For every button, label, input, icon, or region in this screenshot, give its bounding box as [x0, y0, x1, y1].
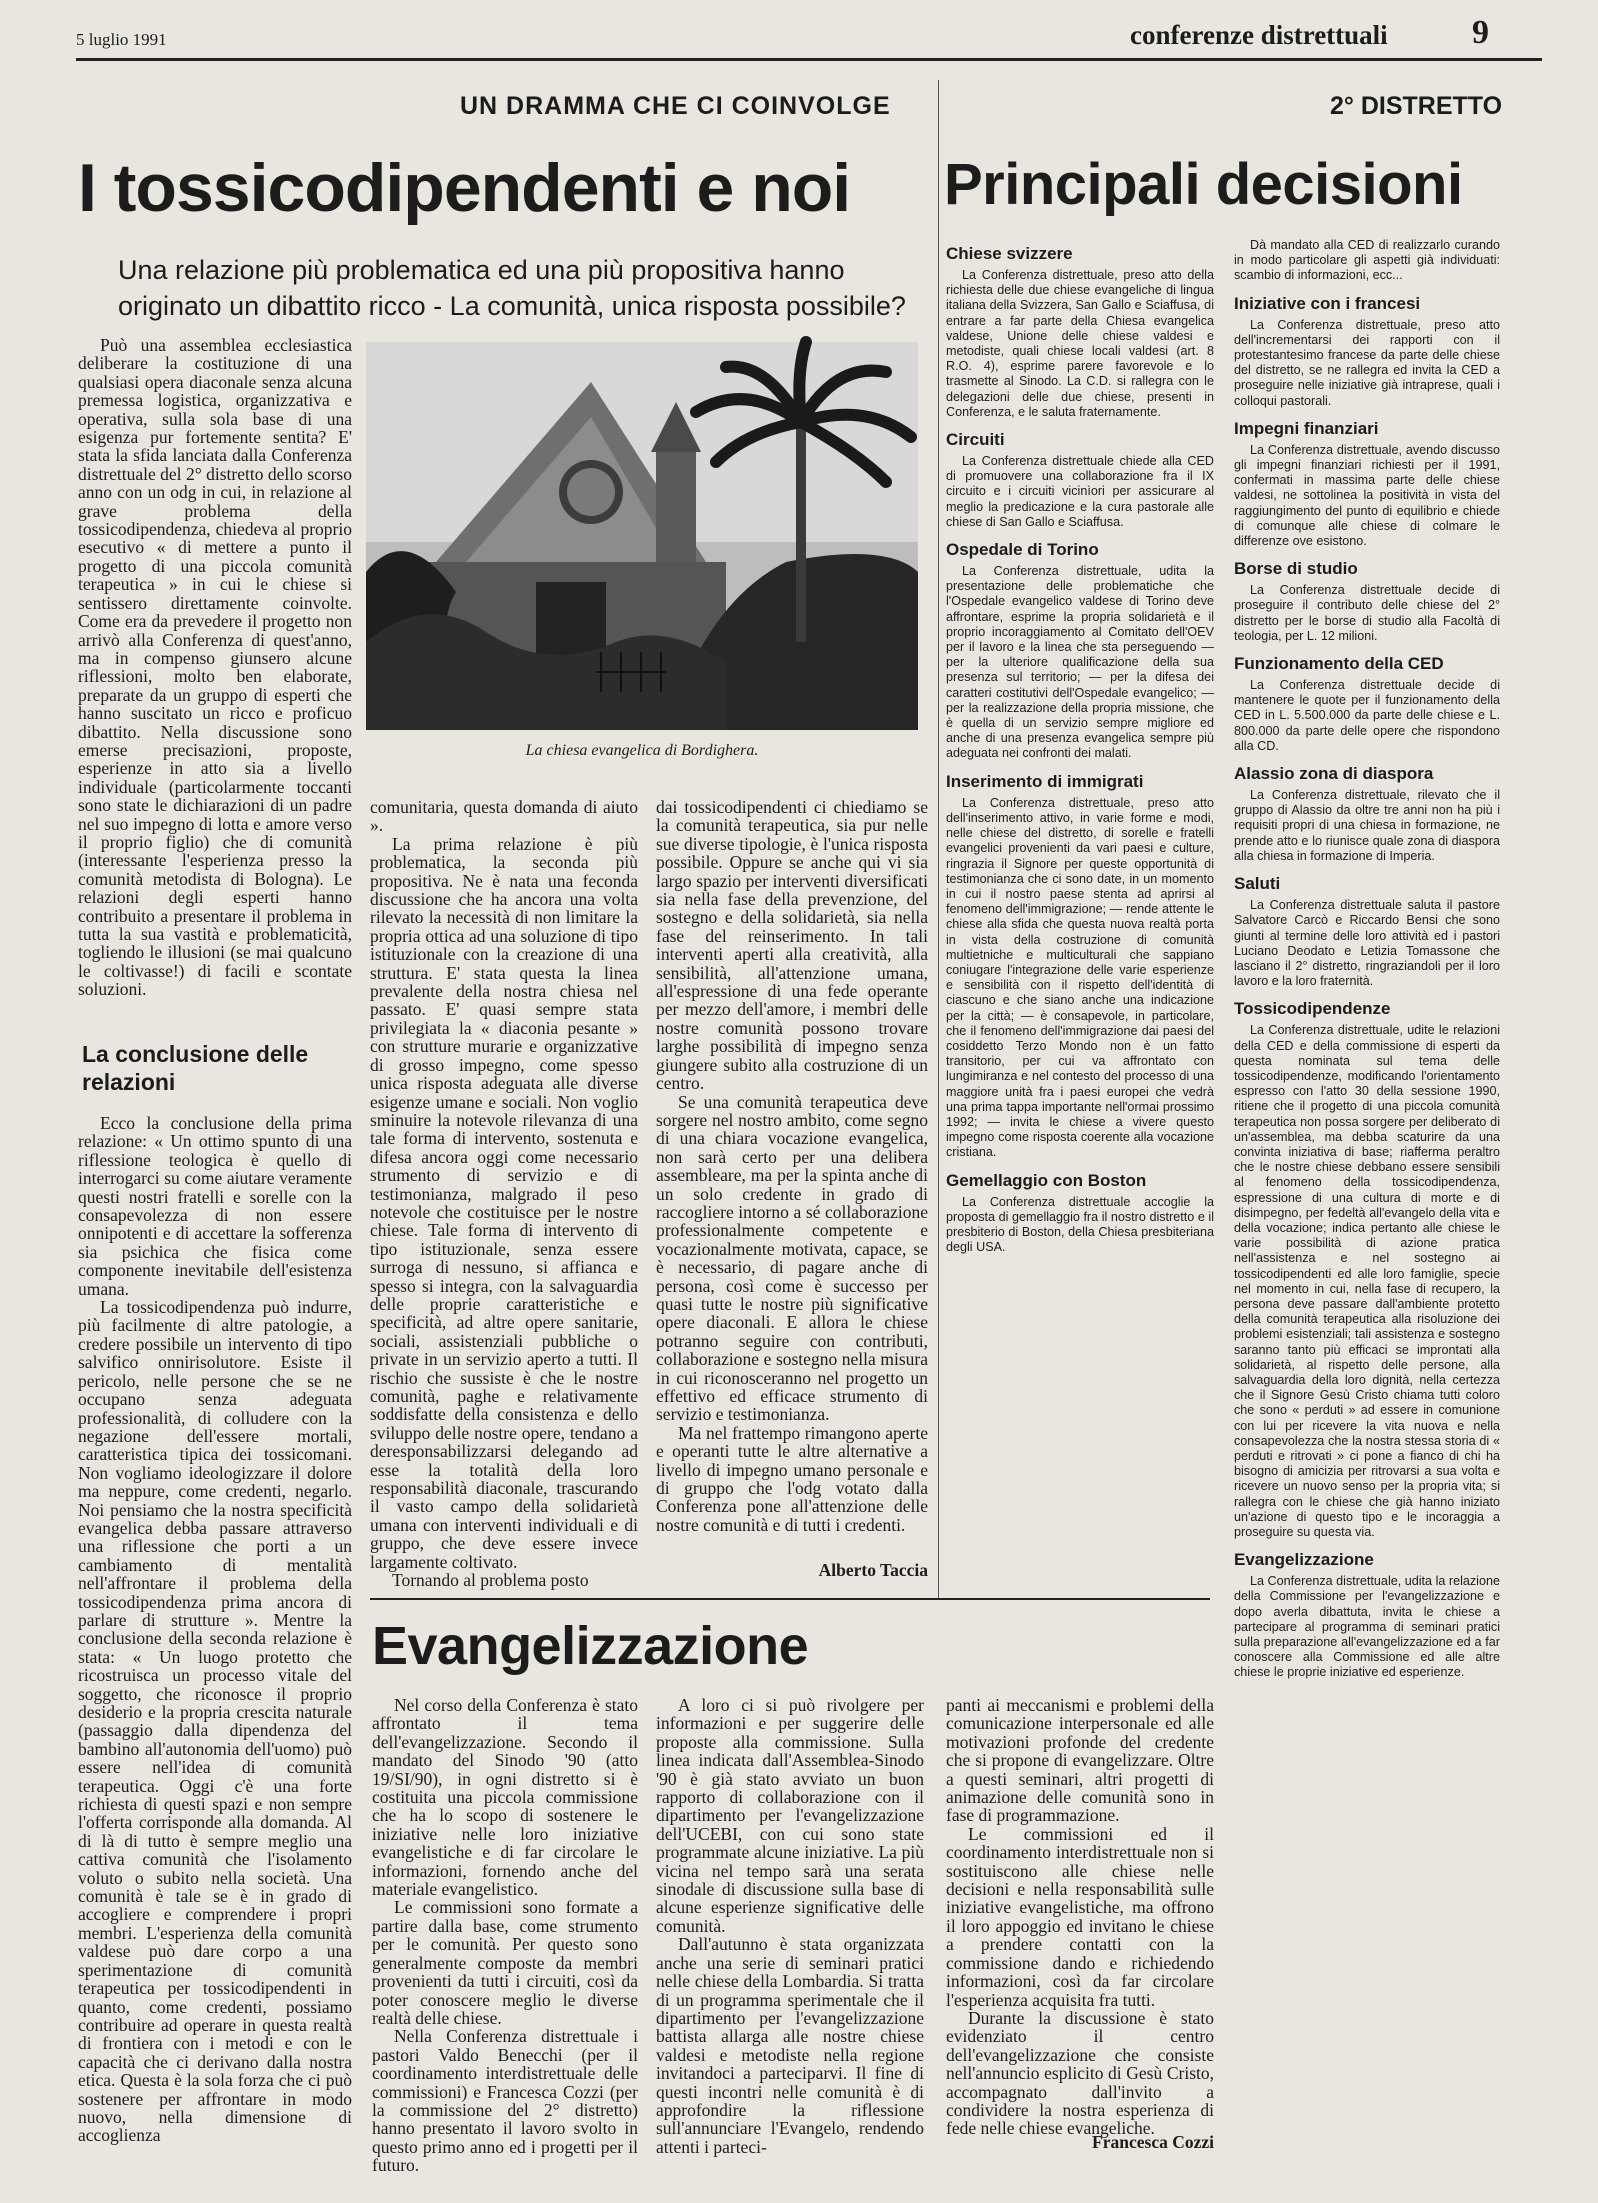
paragraph: Tornando al problema posto	[392, 1570, 589, 1591]
decision-text: La Conferenza distrettuale, udite le relazioni della CED e della commissione di esperti da questa nominata sul tema delle tossicodipendenze, modificando l'orientamento espresso con l'atto 30 della sessione 1990, ritiene che il progetto di una piccola comunità terapeutica non possa sorgere per deliberato di un'assemblea, ma debba scaturire da una convinta iniziativa di base; riafferma peraltro che le nostre chiese debbano essere sensibili al fenomeno della tossicodipendenza, espressione di una cultura di morte e di disimpegno, per fedeltà all'evangelo della vita e della vocazione; indica pertanto alle chiese le varie possibilità di azione pratica nell'assistenza e nel sostegno ai tossicodipendenti ed alle loro famiglie, specie nel momento in cui, nella fase di recupero, la persona deve passare dall'ambiente protetto della comunità terapeutica alla risoluzione dei problemi esistenziali; tali assistenza e sostegno saranno tanto più efficaci se improntati alla solidarietà, al rispetto delle persone, alla salvaguardia della loro dignità, nella certezza che il Signore Gesù Cristo chiama tutti coloro che sono « perduti » ad essere in comunione con lui per ricevere la vita nuova e nella consapevolezza che la nostra stessa storia di « perduti e ritrovati » ci pone a fianco di chi ha bisogno di amicizia per ritrovarsi a sua volta e ricevere un nuovo senso per la propria vita; si rallegra con le chiese che già hanno iniziato un'azione di questo tipo e le incoraggia a proseguire su questa via.	[1234, 1023, 1500, 1540]
article-col-3	[656, 798, 928, 1598]
masthead-rule	[76, 58, 1542, 61]
article-col-1b	[78, 1114, 352, 2156]
section-name: conferenze distrettuali	[1130, 20, 1388, 50]
paragraph: Dall'autunno è stata organizzata anche una serie di seminari pratici nelle chiese della Lombardia. Si tratta di un programma sperimentale che il dipartimento per l'evangelizzazione battista allarga alle nostre chiese valdesi e metodiste nella regione invitandoci a parteciparvi. Il fine di questi incontri nelle comunità è di approfondire la riflessione sull'annunciare l'Evangelo, rendendo attenti i parteci-	[656, 1934, 924, 2157]
decision-heading: Alassio zona di diaspora	[1234, 764, 1434, 784]
paragraph: Nella Conferenza distrettuale i pastori Valdo Benecchi (per il coordinamento interdistrettuale delle commissioni) e Francesca Cozzi (per la commissione del 2° distretto) hanno presentato il lavoro svolto in questo primo anno ed i progetti per il futuro.	[372, 2026, 638, 2176]
paragraph: Nel corso della Conferenza è stato affrontato il tema dell'evangelizzazione. Secondo il mandato del Sinodo '90 (atto 19/SI/90), in ogni distretto si è costituita una piccola commissione che ha lo scopo di sostenere le iniziative nelle loro iniziative evangelistiche e di far circolare le informazioni, fornendo anche del materiale evangelistico.	[372, 1695, 638, 1900]
decision-heading: Borse di studio	[1234, 559, 1358, 579]
decision-heading: Iniziative con i francesi	[1234, 293, 1421, 313]
district-label: 2° DISTRETTO	[1330, 92, 1503, 120]
paragraph: Le commissioni ed il coordinamento interdistrettuale non si sostituiscono alle chiese nelle decisioni e nella responsabilità sulle iniziative evangelistiche, ma offrono il loro appoggio ed invitano le chiese a prendere contatti con la commissione dando e richiedendo informazioni, così da far circolare l'esperienza acquisita fra tutti.	[946, 1823, 1214, 2010]
decisions-col-b	[1234, 238, 1500, 2126]
decision-text: La Conferenza distrettuale, avendo discusso gli impegni finanziari richiesti per il 1991, confermati in massima parte delle chiese valdesi, ne sottolinea la positività in vista del raggiungimento del punto di equilibrio e chiede di comunque alle chiese di colmare le differenze ove esistono.	[1234, 442, 1500, 549]
decision-text: Dà mandato alla CED di realizzarlo curando in modo particolare gli aspetti già individuati: scambio di informazioni, ecc...	[1234, 238, 1500, 283]
decision-text: La Conferenza distrettuale, preso atto dell'inserimento attivo, in varie forme e modi, nelle chiese del distretto, di sorelle e fratelli evangelici provenienti da vari paesi e culture, ringrazia il Signore per queste opportunità di testimonianza che ci sono date, in un momento in cui il nostro paese stenta ad aprirsi al fenomeno dell'immigrazione; — rende attente le chiese alla sfida che questa nuova realtà porta in vista della costruzione di comunità multietniche e multiculturali che sappiano coniugare l'integrazione delle varie esperienze e sensibilità con il rispetto dell'identità di ciascuno e che siano anche una indicazione per la città; — è consapevole, in particolare, che il fenomeno dell'immigrazione dai paesi del cosiddetto Terzo Mondo non è un fatto transitorio, per cui va affrontato con lungimiranza e nel contesto del processo di una maggiore unità fra i paesi europei che vedrà una prima tappa importante nell'ormai prossimo 1992; — invita le chiese a vivere questo impegno come risposta coerente alla vocazione cristiana.	[946, 795, 1214, 1160]
decision-heading: Gemellaggio con Boston	[946, 1170, 1147, 1190]
paragraph: comunitaria, questa domanda di aiuto ».	[370, 797, 638, 836]
decision-heading: Chiese svizzere	[946, 244, 1073, 263]
decision-text: La Conferenza distrettuale decide di proseguire il contributo delle chiese del 2° distretto per le borse di studio alla Facoltà di teologia, per L. 12 milioni.	[1234, 583, 1500, 643]
paragraph: panti ai meccanismi e problemi della comunicazione interpersonale ed alle motivazioni profonde del credente che si propone di evangelizzare. Oltre a questi seminari, altri progetti di animazione delle comunità sono in fase di programmazione.	[946, 1695, 1214, 1826]
decision-heading: Evangelizzazione	[1234, 1550, 1374, 1570]
issue-date: 5 luglio 1991	[76, 30, 167, 49]
paragraph: A loro ci si può rivolgere per informazioni e per suggerire delle proposte alla commissione. Sulla linea indicata dall'Assemblea-Sinodo '90 è già stato avviato un buon rapporto di collaborazione con il dipartimento per l'evangelizzazione dell'UCEBI, con cui sono state programmate alcune iniziative. La più vicina nel tempo sarà una serata sinodale di discussione sulla base di alcune esperienze significative delle comunità.	[656, 1695, 924, 1936]
decision-text: La Conferenza distrettuale, preso atto dell'incrementarsi dei rapporti con il protestantesimo francese da parte delle chiese del distretto, se ne rallegra ed invita la CED a proseguire nelle iniziative già intraprese, quali i colloqui pastorali.	[1234, 317, 1500, 408]
article-col-1	[78, 336, 352, 1026]
decision-heading: Tossicodipendenze	[1234, 999, 1391, 1019]
paragraph: Ecco la conclusione della prima relazione: « Un ottimo spunto di una riflessione teologica è quello di interrogarci su come aiutare veramente questi nostri fratelli e sorelle con la consapevolezza di non essere onnipotenti e di accettare la sofferenza sia psichica che fisica come componente inevitabile dell'esistenza umana.	[78, 1113, 352, 1299]
decision-text: La Conferenza distrettuale accoglie la proposta di gemellaggio fra il nostro distretto e il presbiterio di Boston, della Chiesa presbiteriana degli USA.	[946, 1194, 1214, 1255]
evangelization-col-3	[946, 1695, 1214, 2139]
church-photo	[366, 342, 918, 730]
decision-text: La Conferenza distrettuale saluta il pastore Salvatore Carcò e Riccardo Bensi che sono giunti al termine delle loro attività ed i pastori Luciano Deodato e Letizia Tomassone che lasciano il 2° distretto, ringraziandoli per il loro lavoro e la loro fraternità.	[1234, 898, 1500, 989]
article-col-2	[370, 798, 638, 1596]
photo-caption: La chiesa evangelica di Bordighera.	[525, 742, 759, 759]
decision-text: La Conferenza distrettuale decide di mantenere le quote per il funzionamento della CED in L. 5.500.000 da parte delle chiese e L. 800.000 da parte delle opere che rispondono alla CD.	[1234, 678, 1500, 753]
paragraph: Durante la discussione è stato evidenziato il centro dell'evangelizzazione che consiste nell'annuncio esplicito di Gesù Cristo, accompagnato dall'invito a condividere la nostra esperienza di fede nelle chiese evangeliche.	[946, 2007, 1214, 2139]
article-title: I tossicodipendenti e noi	[78, 150, 851, 226]
decision-text: La Conferenza distrettuale, rilevato che il gruppo di Alassio da oltre tre anni non ha più i requisiti propri di una chiesa in formazione, ne prende atto e lo riunisce quale zona di diaspora alla chiesa in formazione di Imperia.	[1234, 788, 1500, 863]
decision-heading: Funzionamento della CED	[1234, 654, 1444, 674]
evangelization-col-1	[372, 1695, 638, 2176]
kicker: UN DRAMMA CHE CI COINVOLGE	[460, 92, 891, 120]
decision-heading: Saluti	[1234, 874, 1281, 894]
paragraph: Le commissioni sono formate a partire dalla base, come strumento per le comunità. Per questo sono generalmente composte da membri provenienti da tutti i circuiti, così da poter conoscere meglio le diverse realtà delle chiese.	[372, 1897, 638, 2028]
page-number: 9	[1472, 14, 1489, 51]
decisions-title: Principali decisioni	[944, 152, 1463, 217]
decision-heading: Circuiti	[946, 430, 1005, 450]
section-heading: La conclusione delle relazioni	[82, 1041, 309, 1095]
paragraph: Se una comunità terapeutica deve sorgere nel nostro ambito, come segno di una chiara vocazione evangelica, non sarà certo per una delibera assembleare, ma per la spinta anche di un solo credente in grado di raccogliere intorno a sé collaborazione professionalmente competente e vocazionalmente motivata, capace, se è necessario, di pagare anche di persona, così come è successo per quasi tutte le nostre più significative opere diaconali. E allora le chiese potranno seguire con contributi, collaborazione e sostegno nella misura in cui riconosceranno nel progetto un effettivo ed efficace strumento di servizio e testimonianza.	[656, 1091, 928, 1425]
paragraph: La prima relazione è più problematica, la seconda più propositiva. Ne è nata una feconda discussione che ha ancora una volta rilevato la necessità di non limitare la propria ottica ad una soluzione di tipo istituzionale con la creazione di una struttura. E' stata questa la linea prevalente della nostra chiesa nel passato. E' quasi sempre stata privilegiata la « diaconia pesante » con strutture murarie e organizzative di grosso impegno, come spesso unica risposta adeguata alle diverse esigenze umane e sociali. Non voglio sminuire la notevole rilevanza di una tale forma di intervento, sostenuta e difesa ancora oggi come necessario strumento di servizio e di testimonianza, malgrado il peso notevole che costituisce per le nostre chiese. Tale forma di intervento di tipo istituzionale, senza essere surroga di nessuno, si affianca e spesso si integra, con la salvaguardia delle proprie caratteristiche e specificità, ad altre opere sanitarie, sociali, assistenziali pubbliche o private in un servizio aperto a tutti. Il rischio che sussiste è che le nostre comunità, paghe e relativamente soddisfatte della consistenza e dello sviluppo delle nostre opere, tendano a deresponsabilizzarsi delegando ad esse la totalità della loro responsabilità diaconale, trascurando il vasto campo della solidarietà umana con interventi individuali e di gruppo, che deve essere invece largamente coltivato.	[370, 833, 638, 1572]
paragraph: La tossicodipendenza può indurre, più facilmente di altre patologie, a credere possibile un intervento di tipo salvifico onnirisolutore. Esiste il pericolo, nelle persone che se ne occupano senza adeguata professionalità, di colludere con la negazione dell'essere mortali, caratteristica tipica dei tossicomani. Non vogliamo ideologizzare il dolore ma neppure, come credenti, negarlo. Noi pensiamo che la nostra specificità evangelica debba passare attraverso una riflessione che porti a un cambiamento di mentalità nell'affrontare il problema della tossicodipendenza prima ancora di parlare di strutture ». Mentre la conclusione della seconda relazione è stata: « Un luogo protetto che ricostruisca un processo vitale del soggetto, che riconosce il proprio desiderio e la propria crescita naturale (passaggio dalla dipendenza del bambino all'autonomia dell'uomo) può essere nell'idea di comunità terapeutica. Oggi c'è una forte richiesta di questi spazi e non sempre l'offerta corrisponde alla domanda. Al di là di tutto è sempre meglio una cattiva comunità che l'isolamento voluto o subito nella società. Una comunità è tale se è in grado di accogliere e comprendere i propri membri. L'esperienza della comunità valdese può dare corpo a una sperimentazione di comunità terapeutica per tossicodipendenti in quanto, come credenti, possiamo contribuire ad operare in questa realtà di frontiera con i metodi e con le capacità che ci derivano dalla nostra etica. Questa è la sola forza che ci può sostenere per affrontare in modo nuovo, nella dimensione di accoglienza	[78, 1297, 352, 2146]
bottom-article-rule	[370, 1598, 1210, 1600]
paragraph: dai tossicodipendenti ci chiediamo se la comunità terapeutica, sia pur nelle sue diverse tipologie, è l'unica risposta possibile. Oppure se anche qui vi sia largo spazio per interventi diversificati sia nella fase della prevenzione, del sostegno e della solidarietà, sia nella fase del reinserimento. In tali interventi aperti alla creatività, alla sensibilità, all'attenzione umana, all'espressione di una fede operante per mezzo dell'amore, i membri delle nostre comunità possono trovare larghe possibilità di impegno senza giungere subito alla costruzione di un centro.	[656, 797, 928, 1094]
decision-heading: Inserimento di immigrati	[946, 771, 1144, 791]
column-separator	[938, 80, 939, 1600]
author-signature: Alberto Taccia	[818, 1560, 928, 1580]
decision-text: La Conferenza distrettuale, udita la presentazione delle problematiche che l'Ospedale evangelico valdese di Torino deve affrontare, esprime la propria solidarietà e il proprio incoraggiamento al Comitato dell'OEV per il lavoro e la linea che sta perseguendo — per la ulteriore qualificazione della sua presenza sul territorio; — per la difesa dei caratteri costitutivi dell'Ospedale evangelico; — per la realizzazione della propria missione, che è quella di un servizio sempre migliore ed anche di una presenza evangelica sempre più adeguata nei confronti dei malati.	[946, 564, 1214, 761]
decision-text: La Conferenza distrettuale chiede alla CED di promuovere una collaborazione fra il IX circuito e i circuiti vicinìori per assicurare al meglio la predicazione e la cura pastorale alle chiese di San Gallo e Sciaffusa.	[946, 454, 1214, 529]
decision-text: La Conferenza distrettuale, udita la relazione della Commissione per l'evangelizzazione e dopo averla dibattuta, invita le chiese a partecipare al programma di seminari pratici sulla preparazione all'evangelizzazione ed a far conoscere alla Commissione ed alle altre chiese le proprie iniziative ed esperienze.	[1234, 1574, 1500, 1680]
evangelization-col-2	[656, 1696, 924, 2156]
paragraph: Può una assemblea ecclesiastica deliberare la costituzione di una qualsiasi opera diaconale senza alcuna premessa logistica, organizzativa e operativa, sulla sola base di una esigenza pur fortemente sentita? E' stata la sfida lanciata dalla Conferenza distrettuale del 2° distretto dello scorso anno con un odg in cui, in relazione al grave problema della tossicodipendenza, chiedeva al proprio esecutivo « di mettere a punto il progetto di una piccola comunità terapeutica » in cui le chiese si sentissero direttamente coinvolte. Come era da prevedere il progetto non arrivò alla Conferenza di quest'anno, ma in compenso giunsero alcune riflessioni, molto ben elaborate, preparate da un gruppo di esperti che hanno suscitato un ricco e proficuo dibattito. Nella discussione sono emerse precisazioni, proposte, esperienze in atto sia a livello individuale (particolarmente toccanti sono state le dichiarazioni di un padre nel suo impegno di lotta e amore verso il proprio figlio) che di comunità (interessante l'esperienza presso la comunità metodista di Bologna). Le relazioni degli esperti hanno contribuito a presentare il problema in tutta la sua vastità e problematicità, togliendo le illusioni (se mai qualcuno le coltivasse!) di facili e scontate soluzioni.	[78, 335, 352, 1000]
author-signature-2: Francesca Cozzi	[1092, 2132, 1214, 2152]
evangelization-title: Evangelizzazione	[372, 1616, 809, 1676]
article-subtitle: Una relazione più problematica ed una più propositiva hanno originato un dibattito ricco - La comunità, unica risposta possibile?	[118, 255, 906, 321]
paragraph: Ma nel frattempo rimangono aperte e operanti tutte le altre alternative a livello di impegno umano personale e di gruppo che l'odg votato dalla Conferenza pone all'attenzione delle nostre comunità e di tutti i credenti.	[656, 1422, 928, 1535]
decision-heading: Ospedale di Torino	[946, 540, 1099, 560]
decision-heading: Impegni finanziari	[1234, 418, 1379, 438]
decisions-col-a	[946, 244, 1214, 1548]
decision-text: La Conferenza distrettuale, preso atto della richiesta delle due chiese evangeliche di lingua italiana della Svizzera, San Gallo e Sciaffusa, di entrare a far parte della Chiesa evangelica valdese, Unione delle chiese valdesi e metodiste, quali chiese locali valdesi (art. 8 R.O. 4), esprime parere favorevole e lo trasmette al Sinodo. La C.D. si rallegra con le delegazioni delle due chiese, presenti in Conferenza, e le saluta fraternamente.	[946, 268, 1214, 419]
